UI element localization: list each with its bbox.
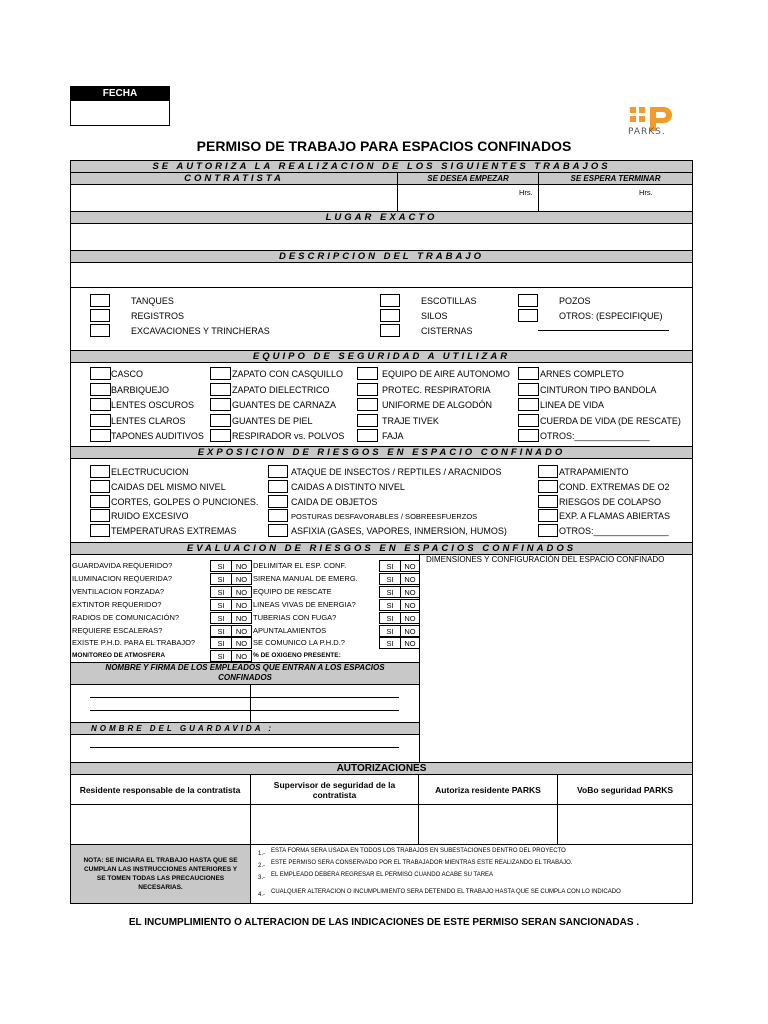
page-title: PERMISO DE TRABAJO PARA ESPACIOS CONFINADOS bbox=[196, 138, 572, 154]
si-box[interactable]: SI bbox=[210, 612, 232, 624]
si-box[interactable]: SI bbox=[379, 612, 401, 624]
work-type-label: SILOS bbox=[421, 311, 448, 321]
equipo-label: RESPIRADOR vs. POLVOS bbox=[232, 431, 345, 441]
equipo-label: ARNES COMPLETO bbox=[540, 369, 624, 379]
eval-question: RADIOS DE COMUNICACIÓN? bbox=[72, 613, 180, 622]
si-box[interactable]: SI bbox=[210, 599, 232, 611]
work-type-label: ESCOTILLAS bbox=[421, 296, 477, 306]
checkbox-registros[interactable] bbox=[90, 309, 110, 322]
note-number: 1.- bbox=[258, 851, 266, 857]
eval-question: SE COMUNICO LA P.H.D.? bbox=[253, 638, 345, 647]
equipo-label: GUANTES DE PIEL bbox=[232, 416, 313, 426]
signature-supervisor[interactable] bbox=[251, 805, 418, 844]
equipo-label: GUANTES DE CARNAZA bbox=[232, 400, 337, 410]
divider bbox=[70, 287, 693, 288]
no-box[interactable]: NO bbox=[231, 650, 252, 662]
note-text: ESTE PERMISO SERA CONSERVADO POR EL TRABAJADOR MIENTRAS ESTE REALIZANDO EL TRABAJO. bbox=[271, 860, 573, 866]
checkbox-cisternas[interactable] bbox=[380, 324, 400, 337]
note-number: 3.- bbox=[258, 875, 266, 881]
signature-autoriza[interactable] bbox=[419, 805, 557, 844]
no-box[interactable]: NO bbox=[231, 560, 252, 572]
equipo-checkbox[interactable] bbox=[210, 367, 231, 380]
equipo-checkbox[interactable] bbox=[210, 383, 231, 396]
no-box[interactable]: NO bbox=[400, 599, 420, 611]
exposicion-checkbox[interactable] bbox=[538, 480, 558, 493]
divider bbox=[538, 185, 539, 211]
note-number: 4.- bbox=[258, 892, 266, 898]
equipo-checkbox[interactable] bbox=[90, 414, 111, 427]
si-box[interactable]: SI bbox=[379, 586, 401, 598]
exposicion-label: ATRAPAMIENTO bbox=[559, 467, 629, 477]
exposicion-checkbox[interactable] bbox=[90, 465, 110, 478]
exposicion-checkbox[interactable] bbox=[90, 495, 110, 508]
work-type-label: EXCAVACIONES Y TRINCHERAS bbox=[131, 326, 270, 336]
contratista-header: CONTRATISTA bbox=[70, 172, 398, 185]
equipo-checkbox[interactable] bbox=[90, 398, 111, 411]
checkbox-escotillas[interactable] bbox=[380, 294, 400, 307]
checkbox-tanques[interactable] bbox=[90, 294, 110, 307]
si-box[interactable]: SI bbox=[379, 599, 401, 611]
employee-line[interactable] bbox=[90, 710, 399, 711]
no-box[interactable]: NO bbox=[231, 586, 252, 598]
exposicion-label: EXP. A FLAMAS ABIERTAS bbox=[559, 511, 671, 521]
checkbox-excavaciones[interactable] bbox=[90, 324, 110, 337]
otros-line bbox=[538, 330, 669, 331]
exposicion-label: COND. EXTREMAS DE O2 bbox=[559, 482, 670, 492]
exposicion-checkbox[interactable] bbox=[90, 509, 110, 522]
eval-question: ILUMINACION REQUERIDA? bbox=[72, 574, 173, 583]
equipo-checkbox[interactable] bbox=[90, 429, 111, 442]
si-box[interactable]: SI bbox=[379, 625, 401, 637]
exposicion-checkbox[interactable] bbox=[90, 480, 110, 493]
no-box[interactable]: NO bbox=[400, 573, 420, 585]
work-type-label: TANQUES bbox=[131, 296, 174, 306]
equipo-checkbox[interactable] bbox=[518, 414, 539, 427]
equipo-checkbox[interactable] bbox=[518, 429, 539, 442]
si-box[interactable]: SI bbox=[210, 650, 232, 662]
no-box[interactable]: NO bbox=[231, 573, 252, 585]
end-header: SE ESPERA TERMINAR bbox=[538, 172, 693, 185]
eval-question: APUNTALAMIENTOS bbox=[253, 626, 327, 635]
divider bbox=[397, 185, 398, 211]
lugar-field[interactable] bbox=[71, 224, 692, 250]
eval-question: LINEAS VIVAS DE ENERGIA? bbox=[253, 600, 356, 609]
exposicion-checkbox[interactable] bbox=[268, 509, 288, 522]
equipo-label: CASCO bbox=[111, 369, 144, 379]
equipo-label: LENTES CLAROS bbox=[111, 416, 186, 426]
exposicion-label: CAIDAS A DISTINTO NIVEL bbox=[291, 482, 405, 492]
si-box[interactable]: SI bbox=[210, 560, 232, 572]
equipo-checkbox[interactable] bbox=[518, 383, 539, 396]
eval-question: VENTILACION FORZADA? bbox=[72, 587, 165, 596]
equipo-label: LENTES OSCUROS bbox=[111, 400, 195, 410]
exposicion-checkbox[interactable] bbox=[268, 480, 288, 493]
end-hrs: Hrs. bbox=[639, 188, 653, 197]
equipo-checkbox[interactable] bbox=[210, 398, 231, 411]
equipo-checkbox[interactable] bbox=[357, 429, 378, 442]
eval-question: MONITOREO DE ATMOSFERA bbox=[72, 652, 166, 659]
no-box[interactable]: NO bbox=[231, 612, 252, 624]
work-type-label: REGISTROS bbox=[131, 311, 185, 321]
eval-question: GUARDAVIDA REQUERIDO? bbox=[72, 561, 173, 570]
note-number: 2.- bbox=[258, 863, 266, 869]
auth-col-residente: Residente responsable de la contratista bbox=[79, 784, 241, 795]
start-hrs: Hrs. bbox=[519, 188, 533, 197]
contratista-field[interactable] bbox=[71, 185, 397, 210]
auth-col-autoriza: Autoriza residente PARKS bbox=[435, 784, 541, 795]
equipo-checkbox[interactable] bbox=[357, 367, 378, 380]
equipo-checkbox[interactable] bbox=[210, 414, 231, 427]
auth-col-supervisor: Supervisor de seguridad de la contratista bbox=[273, 779, 396, 800]
authorize-band: SE AUTORIZA LA REALIZACION DE LOS SIGUIENTES TRABAJOS bbox=[70, 160, 693, 173]
equipo-label: TAPONES AUDITIVOS bbox=[111, 431, 204, 441]
si-box[interactable]: SI bbox=[379, 560, 401, 572]
guardavida-line[interactable] bbox=[90, 747, 399, 748]
descripcion-field[interactable] bbox=[71, 263, 692, 287]
eval-question: EXISTE P.H.D. PARA EL TRABAJO? bbox=[72, 638, 196, 647]
equipo-label: ZAPATO DIELECTRICO bbox=[232, 385, 330, 395]
no-box[interactable]: NO bbox=[231, 599, 252, 611]
signature-vobo[interactable] bbox=[558, 805, 692, 844]
no-box[interactable]: NO bbox=[400, 637, 420, 649]
no-box[interactable]: NO bbox=[231, 625, 252, 637]
lugar-band: LUGAR EXACTO bbox=[70, 211, 693, 224]
exposicion-label: OTROS:_______________ bbox=[559, 526, 669, 536]
no-box[interactable]: NO bbox=[231, 637, 252, 649]
equipo-band: EQUIPO DE SEGURIDAD A UTILIZAR bbox=[70, 350, 693, 363]
exposicion-checkbox[interactable] bbox=[268, 495, 288, 508]
eval-question: DELIMITAR EL ESP. CONF. bbox=[253, 561, 347, 570]
dimensiones-label: DIMENSIONES Y CONFIGURACIÓN DEL ESPACIO CONFINADO bbox=[426, 555, 665, 564]
note-text: ESTA FORMA SERA USADA EN TODOS LOS TRABAJOS EN SUBESTACIONES DENTRO DEL PROYECTO bbox=[271, 848, 566, 854]
exposicion-label: TEMPERATURAS EXTREMAS bbox=[111, 526, 237, 536]
evaluacion-band: EVALUACION DE RIESGOS EN ESPACIOS CONFINADOS bbox=[70, 542, 693, 555]
exposicion-label: CAIDAS DEL MISMO NIVEL bbox=[111, 482, 226, 492]
exposicion-checkbox[interactable] bbox=[538, 495, 558, 508]
equipo-checkbox[interactable] bbox=[518, 367, 539, 380]
note-text: EL EMPLEADO DEBERA REGRESAR EL PERMISO CUANDO ACABE SU TAREA bbox=[271, 872, 494, 878]
equipo-checkbox[interactable] bbox=[90, 367, 111, 380]
exposicion-checkbox[interactable] bbox=[538, 509, 558, 522]
exposicion-checkbox[interactable] bbox=[90, 524, 110, 537]
equipo-label: OTROS:_______________ bbox=[540, 431, 650, 441]
oxigeno-label: % DE OXIGENO PRESENTE: bbox=[253, 652, 341, 659]
note-text: CUALQUIER ALTERACION O INCUMPLIMIENTO SERA DETENIDO EL TRABAJO HASTA QUE SE CUMPLA CON LO INDICADO bbox=[271, 889, 621, 895]
eval-question: EQUIPO DE RESCATE bbox=[253, 587, 332, 596]
checkbox-silos[interactable] bbox=[380, 309, 400, 322]
equipo-label: FAJA bbox=[382, 431, 404, 441]
eval-question: SIRENA MANUAL DE EMERG. bbox=[253, 574, 358, 583]
equipo-checkbox[interactable] bbox=[210, 429, 231, 442]
no-box[interactable]: NO bbox=[400, 586, 420, 598]
exposicion-label: RUIDO EXCESIVO bbox=[111, 511, 189, 521]
guardavida-header: NOMBRE DEL GUARDAVIDA : bbox=[70, 722, 420, 735]
start-header: SE DESEA EMPEZAR bbox=[397, 172, 539, 185]
equipo-label: EQUIPO DE AIRE AUTONOMO bbox=[382, 369, 510, 379]
work-type-label: OTROS: (ESPECIFIQUE) bbox=[559, 311, 663, 321]
autorizaciones-band: AUTORIZACIONES bbox=[70, 762, 693, 775]
si-box[interactable]: SI bbox=[379, 637, 401, 649]
equipo-label: CUERDA DE VIDA (DE RESCATE) bbox=[540, 416, 681, 426]
exposicion-checkbox[interactable] bbox=[538, 465, 558, 478]
si-box[interactable]: SI bbox=[210, 586, 232, 598]
eval-question: REQUIERE ESCALERAS? bbox=[72, 626, 163, 635]
exposicion-label: ASFIXIA (GASES, VAPORES, INMERSION, HUMOS) bbox=[291, 526, 507, 536]
footer-warning: EL INCUMPLIMIENTO O ALTERACION DE LAS INDICACIONES DE ESTE PERMISO SERAN SANCIONADAS . bbox=[128, 917, 640, 928]
exposicion-checkbox[interactable] bbox=[268, 465, 288, 478]
equipo-label: UNIFORME DE ALGODÓN bbox=[382, 400, 493, 410]
equipo-checkbox[interactable] bbox=[357, 398, 378, 411]
exposicion-label: ELECTRUCUCION bbox=[111, 467, 189, 477]
equipo-label: LINEA DE VIDA bbox=[540, 400, 605, 410]
checkbox-pozos[interactable] bbox=[518, 294, 538, 307]
no-box[interactable]: NO bbox=[400, 560, 420, 572]
exposicion-label: CAIDA DE OBJETOS bbox=[291, 497, 378, 507]
eval-question: TUBERIAS CON FUGA? bbox=[253, 613, 337, 622]
employee-line[interactable] bbox=[90, 697, 399, 698]
equipo-label: TRAJE TIVEK bbox=[382, 416, 439, 426]
exposicion-band: EXPOSICION DE RIESGOS EN ESPACIO CONFINADO bbox=[70, 446, 693, 459]
no-box[interactable]: NO bbox=[400, 612, 420, 624]
eval-question: EXTINTOR REQUERIDO? bbox=[72, 600, 162, 609]
equipo-checkbox[interactable] bbox=[90, 383, 111, 396]
equipo-checkbox[interactable] bbox=[518, 398, 539, 411]
si-box[interactable]: SI bbox=[379, 573, 401, 585]
empleados-header: NOMBRE Y FIRMA DE LOS EMPLEADOS QUE ENTRAN A LOS ESPACIOS CONFINADOS bbox=[70, 662, 420, 685]
logo-text: PARKS. bbox=[628, 127, 666, 137]
divider bbox=[250, 685, 251, 722]
equipo-checkbox[interactable] bbox=[357, 383, 378, 396]
si-box[interactable]: SI bbox=[210, 573, 232, 585]
equipo-label: BARBIQUEJO bbox=[111, 385, 170, 395]
exposicion-label: ATAQUE DE INSECTOS / REPTILES / ARACNIDOS bbox=[291, 467, 502, 477]
equipo-label: CINTURON TIPO BANDOLA bbox=[540, 385, 657, 395]
equipo-label: PROTEC. RESPIRATORIA bbox=[382, 385, 491, 395]
checkbox-otros[interactable] bbox=[518, 309, 538, 322]
equipo-checkbox[interactable] bbox=[357, 414, 378, 427]
work-type-label: POZOS bbox=[559, 296, 591, 306]
si-box[interactable]: SI bbox=[210, 625, 232, 637]
descripcion-band: DESCRIPCION DEL TRABAJO bbox=[70, 250, 693, 263]
nota-box: NOTA: SE INICIARA EL TRABAJO HASTA QUE SE CUMPLAN LAS INSTRUCCIONES ANTERIORES Y SE TOMEN TODAS LAS PRECAUCIONES NECESARIAS. bbox=[71, 845, 251, 903]
auth-col-vobo: VoBo seguridad PARKS bbox=[576, 784, 674, 795]
exposicion-label: RIESGOS DE COLAPSO bbox=[559, 497, 662, 507]
exposicion-checkbox[interactable] bbox=[538, 524, 558, 537]
exposicion-checkbox[interactable] bbox=[268, 524, 288, 537]
work-type-label: CISTERNAS bbox=[421, 326, 473, 336]
si-box[interactable]: SI bbox=[210, 637, 232, 649]
fecha-field[interactable] bbox=[70, 100, 170, 126]
equipo-label: ZAPATO CON CASQUILLO bbox=[232, 369, 344, 379]
no-box[interactable]: NO bbox=[400, 625, 420, 637]
fecha-label: FECHA bbox=[70, 86, 170, 101]
exposicion-label: POSTURAS DESFAVORABLES / SOBREESFUERZOS bbox=[291, 512, 478, 521]
signature-residente[interactable] bbox=[71, 805, 250, 844]
exposicion-label: CORTES, GOLPES O PUNCIONES. bbox=[111, 497, 259, 507]
